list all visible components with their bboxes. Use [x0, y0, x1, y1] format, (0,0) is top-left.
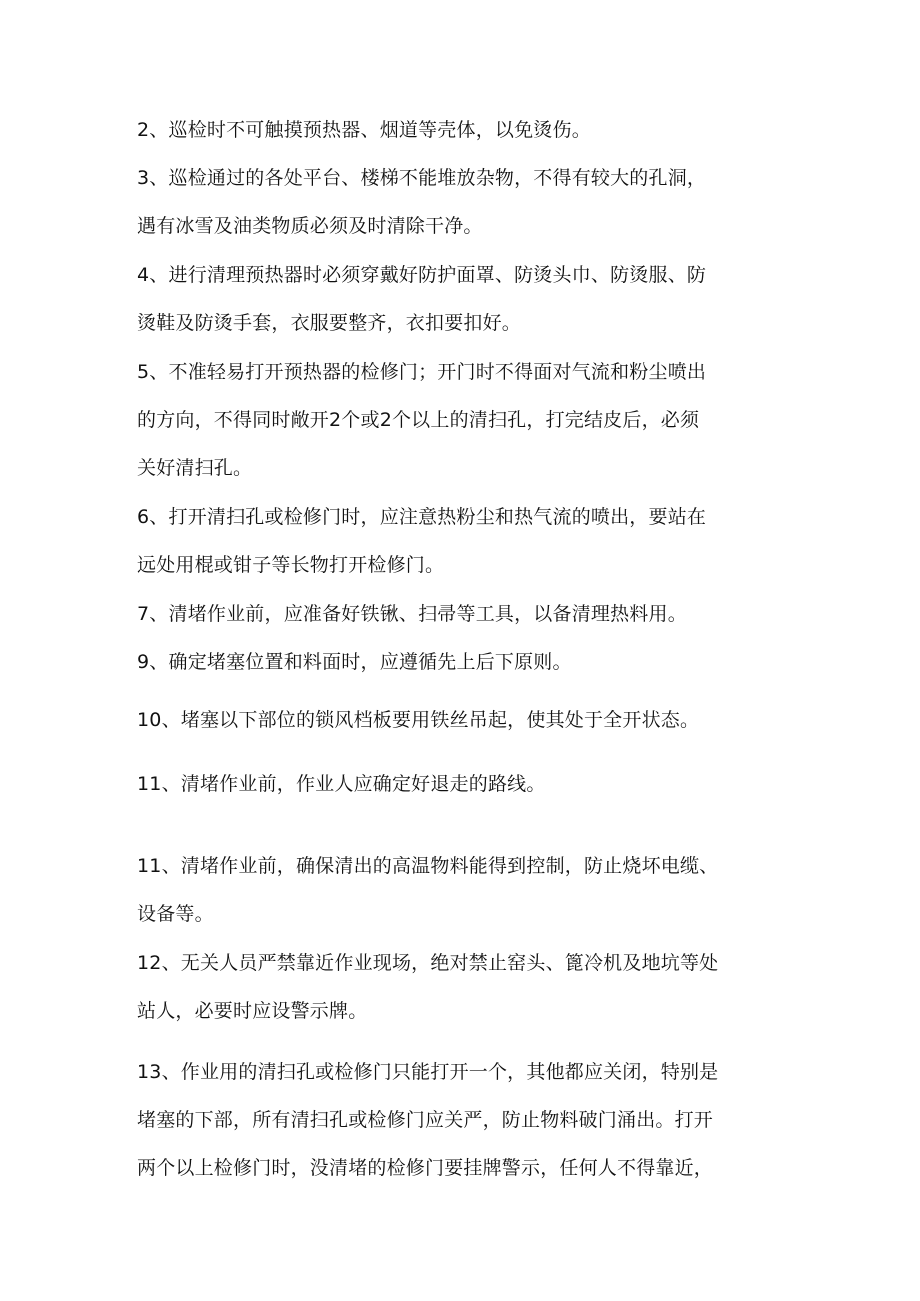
paragraph-item-10: 10、堵塞以下部位的锁风档板要用铁丝吊起，使其处于全开状态。: [137, 709, 700, 731]
paragraph-item-11a: 11、清堵作业前，作业人应确定好退走的路线。: [137, 773, 546, 795]
paragraph-item-4: 4、进行清理预热器时必须穿戴好防护面罩、防烫头巾、防烫服、防 烫鞋及防烫手套，衣服要整齐，衣扣要扣好。: [137, 264, 707, 334]
paragraph-item-6: 6、打开清扫孔或检修门时，应注意热粉尘和热气流的喷出，要站在 远处用棍或钳子等长物打开检修门。: [137, 506, 707, 576]
paragraph-item-2: 2、巡检时不可触摸预热器、烟道等壳体，以免烫伤。: [137, 119, 591, 141]
paragraph-item-9: 9、确定堵塞位置和料面时，应遵循先上后下原则。: [137, 651, 572, 673]
paragraph-item-11b: 11、清堵作业前，确保清出的高温物料能得到控制，防止烧坏电缆、 设备等。: [137, 855, 719, 925]
paragraph-item-3: 3、巡检通过的各处平台、楼梯不能堆放杂物，不得有较大的孔洞， 遇有冰雪及油类物质必须及时清除干净。: [137, 167, 707, 237]
paragraph-item-7: 7、清堵作业前，应准备好铁锹、扫帚等工具，以备清理热料用。: [137, 603, 687, 625]
paragraph-item-12: 12、无关人员严禁靠近作业现场，绝对禁止窑头、篦冷机及地坑等处 站人，必要时应设警示牌。: [137, 952, 719, 1022]
paragraph-item-13: 13、作业用的清扫孔或检修门只能打开一个，其他都应关闭，特别是 堵塞的下部，所有清扫孔或检修门应关严，防止物料破门涌出。打开 两个以上检修门时，没清堵的检修门要挂牌警示，任何人不得靠近，: [137, 1061, 719, 1179]
paragraph-item-5: 5、不准轻易打开预热器的检修门；开门时不得面对气流和粉尘喷出 的方向，不得同时敞开2个或2个以上的清扫孔，打完结皮后，必须 关好清扫孔。: [137, 361, 707, 479]
